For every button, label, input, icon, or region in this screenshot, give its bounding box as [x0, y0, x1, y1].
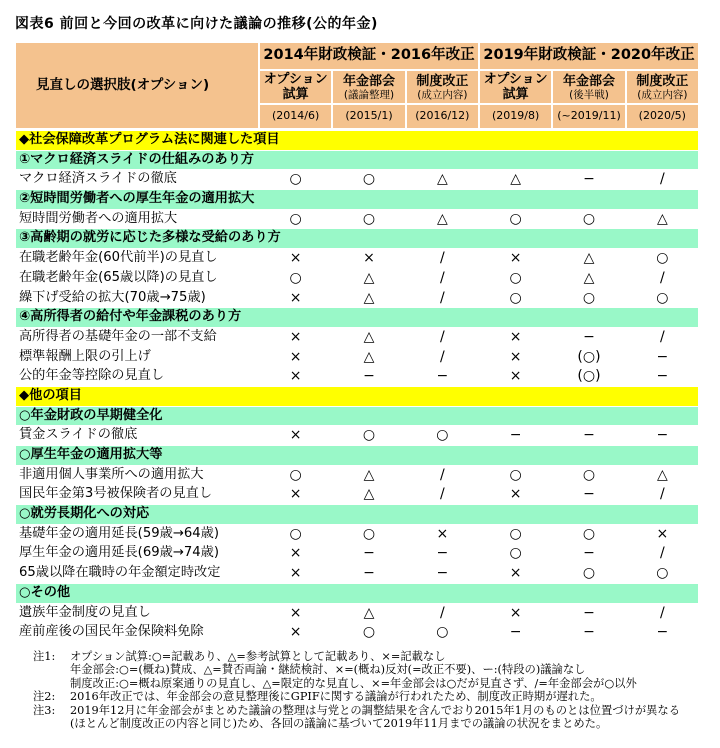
cell-symbol: ×	[509, 250, 522, 267]
row-label: 遺族年金制度の見直し	[19, 604, 151, 620]
cell-symbol: /	[439, 466, 445, 483]
table-row	[16, 604, 698, 623]
cell-symbol: /	[439, 604, 445, 621]
section-row	[16, 387, 698, 406]
row-label: 在職老齢年金(60代前半)の見直し	[19, 250, 218, 266]
cell-symbol: ○	[509, 210, 522, 227]
cell-symbol: ○	[582, 210, 596, 227]
table-row	[16, 525, 698, 544]
cell-symbol: △	[363, 328, 375, 345]
row-label: 繰下げ受給の拡大(70歳→75歳)	[19, 289, 206, 305]
section-label: ○年金財政の早期健全化	[19, 407, 163, 423]
cell-symbol: ×	[509, 486, 522, 503]
row-label: 基礎年金の適用延長(59歳→64歳)	[19, 525, 219, 541]
table-row	[16, 269, 698, 288]
table-row	[16, 564, 698, 583]
cell-symbol: ○	[509, 269, 522, 286]
column-header-option-estimate-2019: オプション試算	[480, 71, 551, 103]
cell-symbol: ○	[436, 624, 449, 641]
cell-symbol: /	[439, 348, 445, 365]
cell-symbol: −	[656, 368, 669, 385]
cell-symbol: /	[439, 250, 445, 267]
cell-symbol: ○	[362, 171, 376, 188]
cell-symbol: −	[583, 427, 595, 444]
row-label: 非適用個人事業所への適用拡大	[19, 466, 204, 482]
note-3-continued: (ほとんど制度改正の内容と同じ)ため、各回の議論に基づいて2019年11月までの議論の状況をまとめた。	[70, 717, 608, 731]
cell-symbol: ×	[289, 486, 302, 503]
note-1-continued: 年金部会:○=(概ね)賛成、△=賛否両論・継続検討、×=(概ね)反対(=改正不要)、ー:(特段の)議論なし	[70, 663, 586, 677]
row-label: 賃金スライドの徹底	[19, 427, 138, 443]
cell-symbol: −	[656, 624, 669, 641]
cell-symbol: ○	[582, 565, 596, 582]
cell-symbol: ×	[289, 624, 302, 641]
section-label: ②短時間労働者への厚生年金の適用拡大	[19, 191, 255, 207]
table-body	[16, 131, 698, 642]
note-1: 注1: オプション試算:○=記載あり、△=参考試算として記載あり、×=記載なし	[33, 650, 446, 663]
cell-symbol: ×	[289, 565, 302, 582]
cell-symbol: △	[363, 289, 375, 306]
row-label: マクロ経済スライドの徹底	[19, 171, 177, 187]
table-row	[16, 328, 698, 347]
row-label: 産前産後の国民年金保険料免除	[19, 624, 204, 640]
cell-symbol: ×	[289, 368, 302, 385]
table-row	[16, 426, 698, 445]
cell-symbol: −	[583, 604, 595, 621]
table-row	[16, 210, 698, 229]
cell-symbol: ×	[289, 427, 302, 444]
cell-symbol: /	[439, 486, 445, 503]
section-row	[16, 190, 698, 209]
cell-symbol: ○	[289, 466, 302, 483]
cell-symbol: ○	[289, 269, 302, 286]
cell-symbol: △	[656, 210, 668, 227]
table-row	[16, 348, 698, 367]
column-header-option-estimate-2014: オプション試算	[260, 71, 331, 103]
section-label: ◆他の項目	[19, 387, 82, 403]
cell-symbol: ×	[289, 604, 302, 621]
note-2: 注2: 2016年改正では、年金部会の意見整理後にGPIFに関する議論が行われたため、制度改正時期が遅れた。	[33, 690, 602, 704]
column-date-2019-11: (~2019/11)	[553, 105, 624, 128]
section-label: ○厚生年金の適用拡大等	[19, 447, 163, 462]
section-row	[16, 151, 698, 170]
column-date-2014-6: (2014/6)	[260, 105, 331, 128]
cell-symbol: −	[363, 368, 375, 385]
section-label: ④高所得者の給付や年金課税のあり方	[19, 309, 242, 325]
cell-symbol: /	[659, 269, 665, 286]
cell-symbol: −	[583, 486, 595, 503]
cell-symbol: ○	[436, 427, 449, 444]
cell-symbol: ○	[362, 427, 376, 444]
table-row	[16, 466, 698, 485]
cell-symbol: △	[363, 269, 375, 286]
table-row	[16, 485, 698, 504]
cell-symbol: ×	[289, 545, 302, 562]
section-label: ③高齢期の就労に応じた多様な受給のあり方	[19, 230, 281, 246]
section-label: ○就労長期化への対応	[19, 506, 150, 522]
cell-symbol: −	[656, 427, 669, 444]
cell-symbol: △	[363, 604, 375, 621]
cell-symbol: ×	[509, 565, 522, 582]
cell-symbol: /	[439, 328, 445, 345]
cell-symbol: −	[583, 171, 595, 188]
cell-symbol: △	[436, 210, 448, 227]
cell-symbol: △	[656, 466, 668, 483]
cell-symbol: ○	[289, 171, 302, 188]
figure-title: 図表6 前回と今回の改革に向けた議論の推移(公的年金)	[15, 16, 378, 32]
cell-symbol: ○	[509, 466, 522, 483]
column-date-2019-8: (2019/8)	[480, 105, 551, 128]
cell-symbol: (○)	[577, 368, 601, 385]
cell-symbol: ○	[509, 525, 522, 542]
group-header-2014-2016: 2014年財政検証・2016年改正	[260, 43, 478, 69]
cell-symbol: △	[363, 348, 375, 365]
row-label: 厚生年金の適用延長(69歳→74歳)	[19, 545, 219, 561]
note-3: 注3: 2019年12月に年金部会がまとめた議論の整理は与党との調整結果を含んでおり2015年1月のものとは位置づけが異なる	[33, 703, 681, 717]
corner-header: 見直しの選択肢(オプション)	[16, 43, 258, 128]
table-row	[16, 249, 698, 268]
cell-symbol: −	[583, 328, 595, 345]
cell-symbol: ○	[656, 289, 669, 306]
cell-symbol: ○	[509, 545, 522, 562]
table-row	[16, 544, 698, 563]
cell-symbol: −	[436, 545, 449, 562]
cell-symbol: ×	[509, 368, 522, 385]
column-date-2020-5: (2020/5)	[627, 105, 698, 128]
cell-symbol: △	[363, 486, 375, 503]
cell-symbol: /	[659, 604, 665, 621]
cell-symbol: ×	[509, 328, 522, 345]
cell-symbol: ○	[656, 565, 669, 582]
cell-symbol: ×	[289, 328, 302, 345]
row-label: 在職老齢年金(65歳以降)の見直し	[19, 269, 218, 285]
cell-symbol: ×	[289, 250, 302, 267]
table-row	[16, 367, 698, 386]
row-label: 高所得者の基礎年金の一部不支給	[19, 328, 217, 344]
cell-symbol: △	[363, 466, 375, 483]
pension-reform-table	[16, 43, 698, 643]
cell-symbol: −	[656, 348, 669, 365]
cell-symbol: /	[659, 486, 665, 503]
cell-symbol: −	[509, 427, 522, 444]
section-label: ①マクロ経済スライドの仕組みのあり方	[19, 151, 254, 167]
footnotes	[33, 650, 711, 730]
cell-symbol: ×	[509, 604, 522, 621]
cell-symbol: −	[436, 565, 449, 582]
cell-symbol: ×	[289, 289, 302, 306]
cell-symbol: △	[510, 171, 522, 188]
cell-symbol: ○	[582, 289, 596, 306]
column-header-pension-committee-2015: 年金部会 (議論整理)	[333, 71, 404, 103]
cell-symbol: /	[659, 545, 665, 562]
row-label: 公的年金等控除の見直し	[19, 368, 165, 384]
cell-symbol: ○	[582, 466, 596, 483]
cell-symbol: ×	[509, 348, 522, 365]
group-header-2019-2020: 2019年財政検証・2020年改正	[480, 43, 698, 69]
cell-symbol: ○	[509, 289, 522, 306]
cell-symbol: −	[363, 565, 375, 582]
cell-symbol: ○	[289, 210, 302, 227]
section-label: ◆社会保障改革プログラム法に関連した項目	[19, 132, 280, 147]
column-date-2015-1: (2015/1)	[333, 105, 404, 128]
column-header-system-reform-2016: 制度改正 (成立内容)	[407, 71, 478, 103]
table-row	[16, 623, 698, 642]
cell-symbol: ×	[436, 525, 449, 542]
column-header-pension-committee-2019: 年金部会 (後半戦)	[553, 71, 624, 103]
table-row	[16, 170, 698, 189]
section-row	[16, 229, 698, 248]
cell-symbol: ×	[656, 525, 669, 542]
cell-symbol: ×	[363, 250, 375, 267]
note-1-continued-2: 制度改正:○=概ね原案通りの見直し、△=限定的な見直し、×=年金部会は○だが見直さず、/=年金部会が○以外	[70, 676, 637, 690]
cell-symbol: ○	[289, 525, 302, 542]
cell-symbol: △	[436, 171, 448, 188]
cell-symbol: −	[583, 545, 595, 562]
cell-symbol: −	[509, 624, 522, 641]
cell-symbol: −	[363, 545, 375, 562]
cell-symbol: ×	[289, 348, 302, 365]
cell-symbol: /	[439, 289, 445, 306]
cell-symbol: △	[583, 250, 595, 267]
column-date-2016-12: (2016/12)	[407, 105, 478, 128]
cell-symbol: ○	[362, 525, 376, 542]
section-row	[16, 584, 698, 603]
row-label: 65歳以降在職時の年金額定時改定	[19, 565, 221, 581]
cell-symbol: (○)	[577, 348, 601, 365]
cell-symbol: /	[659, 328, 665, 345]
cell-symbol: ○	[362, 210, 376, 227]
cell-symbol: /	[439, 269, 445, 286]
section-row	[16, 308, 698, 327]
cell-symbol: △	[583, 269, 595, 286]
cell-symbol: −	[583, 624, 595, 641]
section-row	[16, 505, 698, 524]
cell-symbol: ○	[656, 250, 669, 267]
cell-symbol: ○	[362, 624, 376, 641]
section-label: ○その他	[19, 584, 71, 600]
cell-symbol: ○	[582, 525, 596, 542]
row-label: 国民年金第3号被保険者の見直し	[19, 486, 213, 502]
row-label: 標準報酬上限の引上げ	[19, 348, 151, 364]
table-header	[16, 43, 698, 128]
cell-symbol: /	[659, 171, 665, 188]
column-header-system-reform-2020: 制度改正 (成立内容)	[627, 71, 698, 103]
row-label: 短時間労働者への適用拡大	[19, 210, 178, 226]
section-row	[16, 446, 698, 465]
table-row	[16, 289, 698, 308]
section-row	[16, 131, 698, 150]
cell-symbol: −	[436, 368, 449, 385]
section-row	[16, 407, 698, 426]
